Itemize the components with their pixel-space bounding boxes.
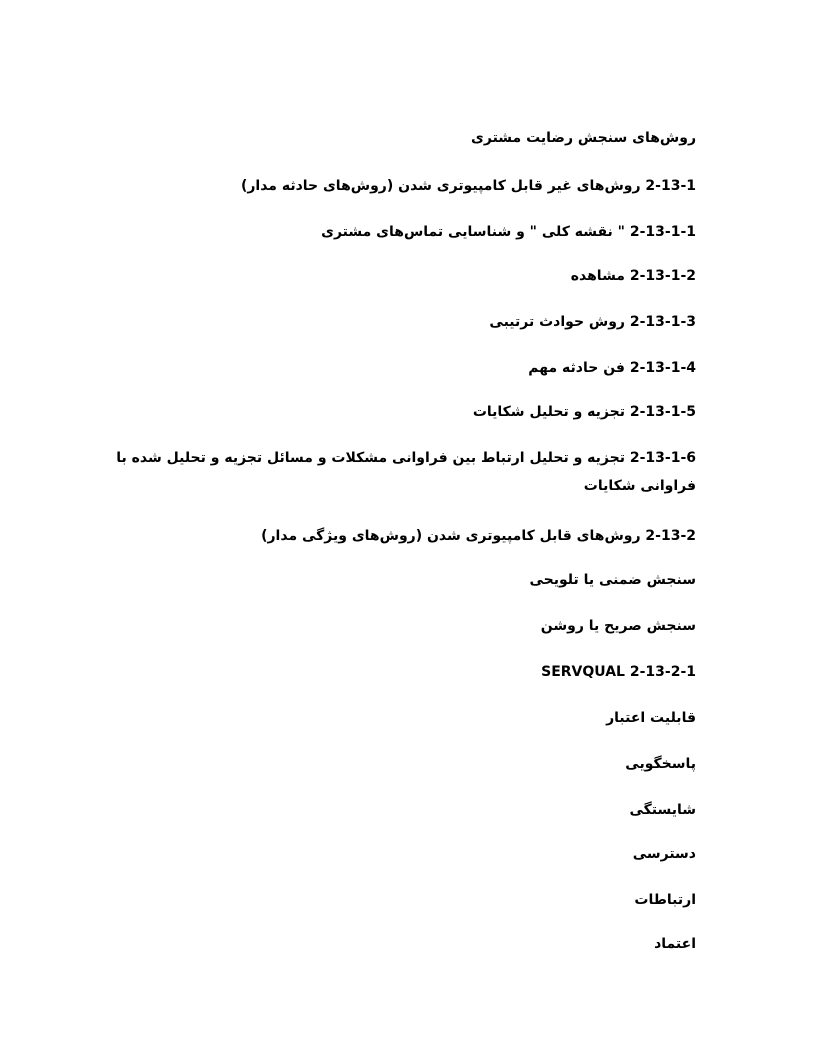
list-item: قابلیت اعتبار	[606, 710, 696, 726]
subsubsection-heading: 2-13-1-6 تجزیه و تحلیل ارتباط بین فراوانی مشکلات و مسائل تجزیه و تحلیل شده با فراوانی شکایات	[116, 450, 696, 494]
subsubsection-heading: 2-13-1-2 مشاهده	[570, 268, 696, 284]
subsubsection-heading: 2-13-2-1 SERVQUAL	[541, 664, 696, 680]
subsubsection-heading: 2-13-1-4 فن حادثه مهم	[528, 360, 696, 376]
section-heading: روش‌های سنجش رضایت مشتری	[471, 130, 696, 146]
subsection-heading: 2-13-2 روش‌های قابل کامپیوتری شدن (روش‌های ویژگی مدار)	[261, 528, 696, 544]
list-item: پاسخگویی	[625, 756, 696, 772]
text-line: سنجش ضمنی یا تلویحی	[529, 572, 696, 588]
subsubsection-heading: 2-13-1-1 " نقشه کلی " و شناسایی تماس‌های مشتری	[321, 224, 696, 240]
subsubsection-heading: 2-13-1-5 تجزیه و تحلیل شکایات	[472, 404, 696, 420]
subsection-heading: 2-13-1 روش‌های غیر قابل کامپیوتری شدن (روش‌های حادثه مدار)	[240, 178, 696, 194]
list-item: ارتباطات	[634, 892, 696, 908]
text-line: سنجش صریح یا روشن	[540, 618, 696, 634]
list-item: اعتماد	[654, 936, 696, 952]
subsubsection-heading: 2-13-1-3 روش حوادث ترتیبی	[489, 314, 696, 330]
list-item: دسترسی	[632, 846, 696, 862]
list-item: شایستگی	[629, 802, 696, 818]
